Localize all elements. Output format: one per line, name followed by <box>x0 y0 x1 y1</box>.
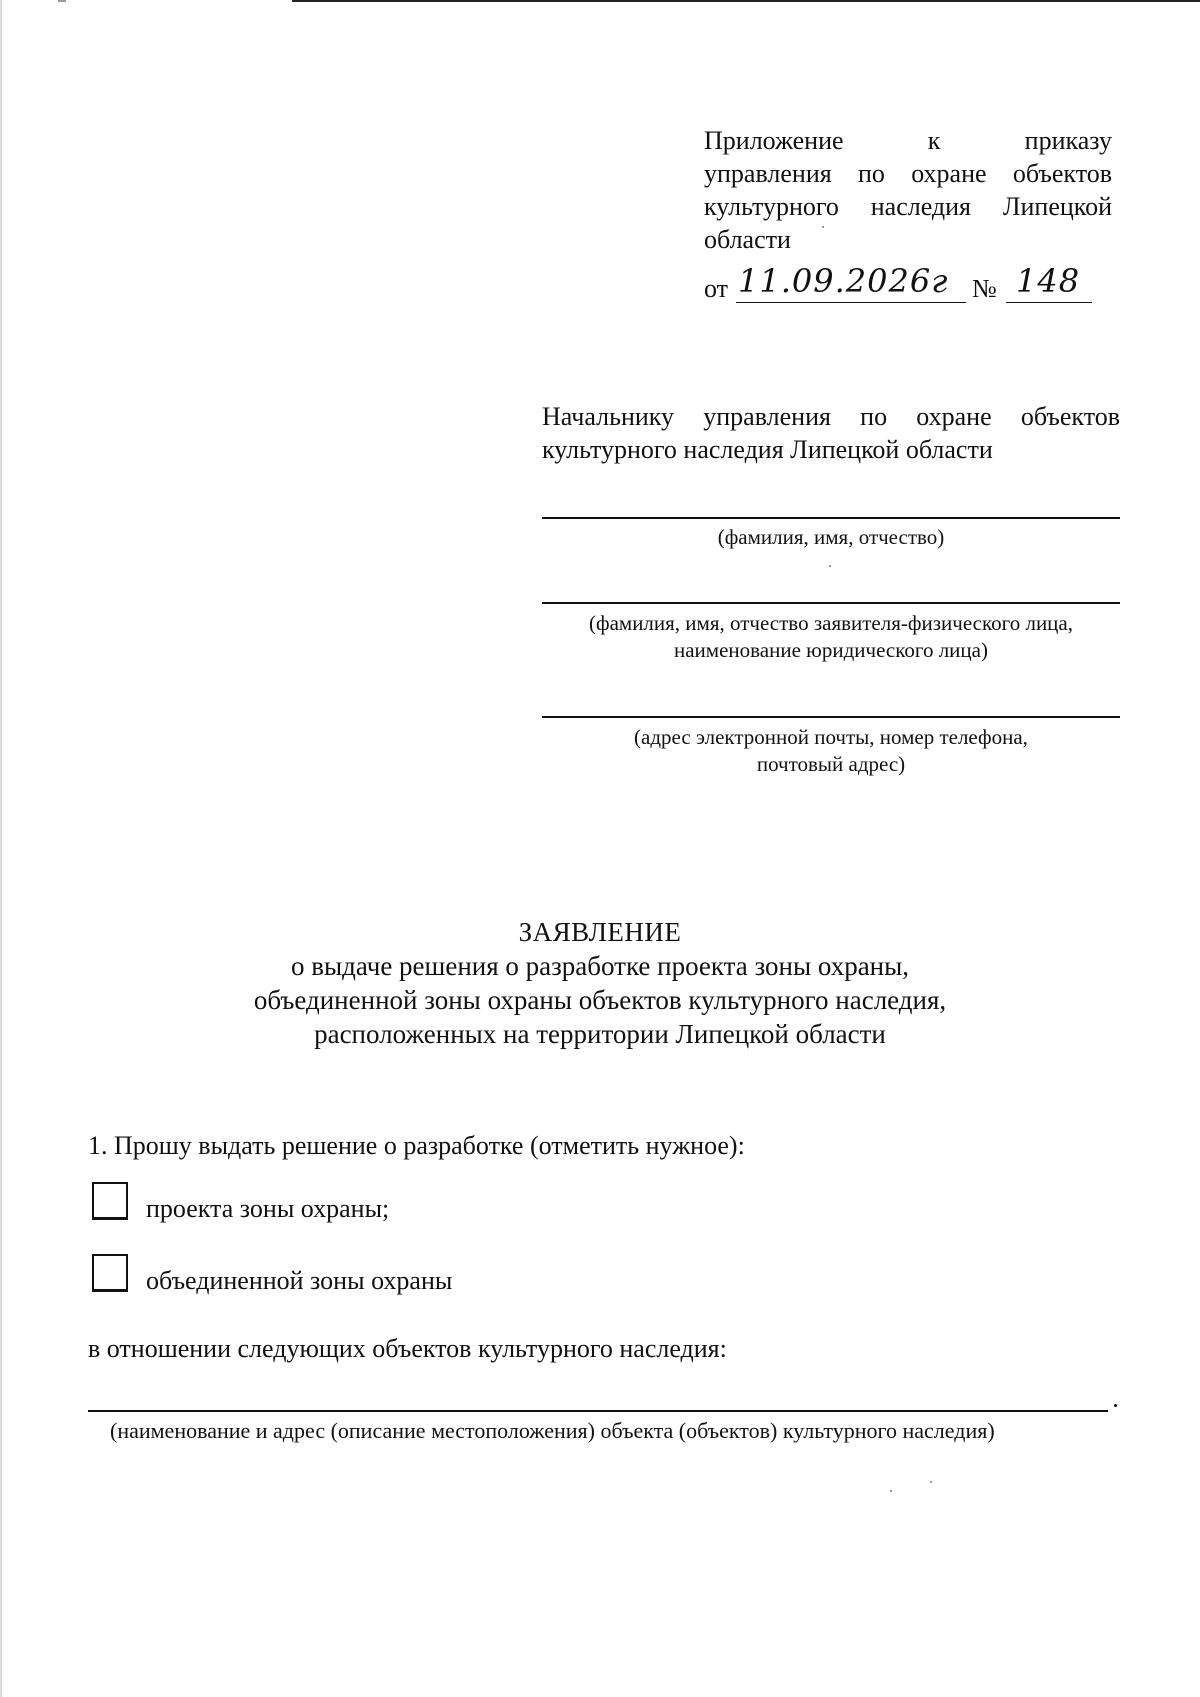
number-underline <box>1006 302 1092 303</box>
objects-field[interactable] <box>88 1410 1108 1412</box>
appendix-line-2: управления по охране объектов <box>704 159 1112 188</box>
addressee-text: Начальнику управления по охране объектов культурного наследия Липецкой области <box>542 402 1120 464</box>
scan-speck <box>930 1481 932 1483</box>
statement-subtitle-2: объединенной зоны охраны объектов культурного наследия, <box>253 985 947 1015</box>
number-sign: № <box>972 274 997 303</box>
contact-field[interactable] <box>542 716 1120 718</box>
date-prefix: от <box>704 274 729 303</box>
protection-zone-label: проекта зоны охраны; <box>146 1194 390 1223</box>
objects-line: в отношении следующих объектов культурного наследия: <box>88 1334 727 1363</box>
scan-edge-top <box>292 0 1200 2</box>
statement-subtitle-3: расположенных на территории Липецкой области <box>314 1019 886 1049</box>
scan-speck <box>822 226 824 228</box>
date-underline <box>736 302 966 303</box>
applicant-name-caption: (фамилия, имя, отчество заявителя-физического лица, наименование юридического лица) <box>588 611 1073 662</box>
scan-speck <box>829 565 831 567</box>
scan-speck <box>890 1490 892 1492</box>
contact-caption: (адрес электронной почты, номер телефона, почтовый адрес) <box>634 725 1028 776</box>
objects-field-period <box>1114 1404 1117 1407</box>
statement-heading: ЗАЯВЛЕНИЕ <box>518 917 682 947</box>
scan-edge-left <box>0 0 2 1697</box>
appendix-block <box>704 124 1112 256</box>
request-item-1: 1. Прошу выдать решение о разработке (отметить нужное): <box>88 1131 745 1160</box>
appendix-line-3: культурного наследия Липецкой <box>704 192 1112 221</box>
appendix-line-1: Приложение к приказу <box>704 126 1112 155</box>
appendix-line-4: области <box>704 225 791 254</box>
scan-mark <box>58 0 66 2</box>
handwritten-number: 148 <box>1016 262 1081 300</box>
full-name-caption: (фамилия, имя, отчество) <box>717 525 945 549</box>
full-name-field[interactable] <box>542 517 1120 519</box>
statement-subtitle-1: о выдаче решения о разработке проекта зоны охраны, <box>290 951 910 981</box>
combined-zone-label: объединенной зоны охраны <box>146 1266 453 1295</box>
combined-zone-checkbox[interactable] <box>92 1254 128 1292</box>
protection-zone-checkbox[interactable] <box>92 1182 128 1220</box>
objects-caption: (наименование и адрес (описание местоположения) объекта (объектов) культурного наследия) <box>110 1418 995 1443</box>
applicant-name-field[interactable] <box>542 602 1120 604</box>
handwritten-date: 11.09.2026г <box>738 262 949 300</box>
statement-title <box>0 915 1200 1051</box>
